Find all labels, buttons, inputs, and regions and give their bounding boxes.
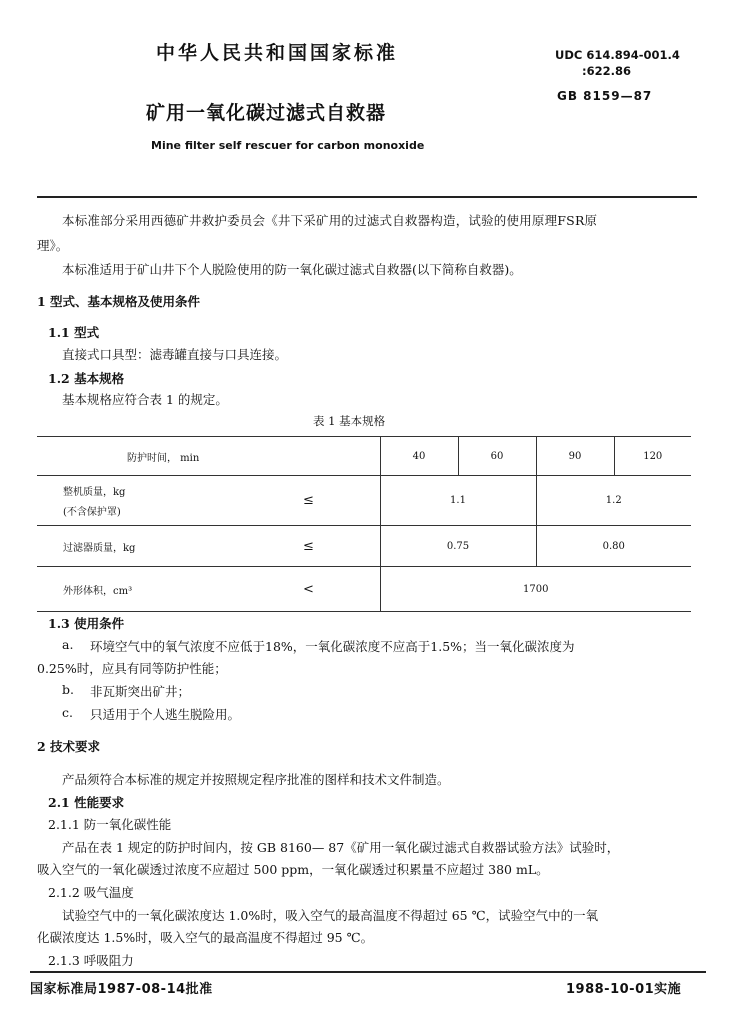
section-1-3-heading: 1.3 使用条件 bbox=[48, 616, 125, 631]
item-b-label: b. bbox=[62, 682, 74, 697]
effective-date: 1988-10-01实施 bbox=[566, 982, 682, 997]
section-2-1-2-text-cont: 化碳浓度达 1.5%时，吸入空气的最高温度不得超过 95 ℃。 bbox=[37, 930, 374, 945]
section-2-heading: 2 技术要求 bbox=[37, 739, 101, 754]
udc-code: UDC 614.894-001.4 bbox=[555, 48, 680, 62]
org-title: 中华人民共和国国家标准 bbox=[156, 42, 399, 64]
section-1-heading: 1 型式、基本规格及使用条件 bbox=[37, 294, 201, 309]
section-2-1-1-text-cont: 吸入空气的一氧化碳透过浓度不应超过 500 ppm，一氧化碳透过积累量不应超过 380 mL。 bbox=[37, 862, 549, 877]
section-2-intro: 产品须符合本标准的规定并按照规定程序批准的图样和技术文件制造。 bbox=[62, 772, 450, 787]
table-cell: 1.1 bbox=[380, 476, 536, 526]
item-c-text: 只适用于个人逃生脱险用。 bbox=[90, 707, 241, 722]
table-row bbox=[37, 476, 691, 526]
row-label-sub: (不含保护罩) bbox=[63, 507, 121, 518]
section-2-1-1-heading: 2.1.1 防一氧化碳性能 bbox=[48, 817, 172, 832]
item-a-text: 环境空气中的氧气浓度不应低于18%，一氧化碳浓度不应高于1.5%；当一氧化碳浓度为 bbox=[90, 639, 575, 654]
spec-table bbox=[37, 436, 691, 612]
table-header-row bbox=[37, 437, 691, 476]
section-2-1-2-heading: 2.1.2 吸气温度 bbox=[48, 885, 134, 900]
table-cell: 1700 bbox=[380, 567, 691, 612]
col-header: 60 bbox=[458, 437, 536, 476]
section-1-1-text: 直接式口具型：滤毒罐直接与口具连接。 bbox=[62, 347, 288, 362]
col-header: 90 bbox=[536, 437, 614, 476]
col-header: 40 bbox=[380, 437, 458, 476]
section-2-1-1-text: 产品在表 1 规定的防护时间内，按 GB 8160— 87《矿用一氧化碳过滤式自救器试验方法》试验时， bbox=[62, 840, 620, 855]
title-cn: 矿用一氧化碳过滤式自救器 bbox=[146, 102, 387, 124]
header-label: 防护时间， min bbox=[37, 437, 380, 476]
row-symbol: ≤ bbox=[295, 476, 380, 526]
row-label bbox=[37, 476, 295, 526]
intro-paragraph-1-cont: 理》。 bbox=[37, 238, 69, 253]
section-2-1-3-heading: 2.1.3 呼吸阻力 bbox=[48, 953, 134, 968]
section-1-1-heading: 1.1 型式 bbox=[48, 325, 100, 340]
section-1-2-heading: 1.2 基本规格 bbox=[48, 371, 125, 386]
intro-paragraph-2: 本标准适用于矿山井下个人脱险使用的防一氧化碳过滤式自救器(以下简称自救器)。 bbox=[62, 262, 522, 277]
table-cell: 1.2 bbox=[536, 476, 691, 526]
section-2-1-heading: 2.1 性能要求 bbox=[48, 795, 125, 810]
udc-code-cont: :622.86 bbox=[582, 64, 631, 78]
approval-date: 国家标准局1987-08-14批准 bbox=[30, 982, 213, 997]
header-rule bbox=[37, 196, 697, 198]
section-2-1-2-text: 试验空气中的一氧化碳浓度达 1.0%时，吸入空气的最高温度不得超过 65 ℃，试验空气中的一氧 bbox=[62, 908, 599, 923]
row-symbol: < bbox=[295, 567, 380, 612]
row-label: 过滤器质量，kg bbox=[37, 526, 295, 567]
item-c-label: c. bbox=[62, 705, 73, 720]
item-a-label: a. bbox=[62, 637, 74, 652]
row-symbol: ≤ bbox=[295, 526, 380, 567]
intro-paragraph-1: 本标准部分采用西德矿井救护委员会《井下采矿用的过滤式自救器构造，试验的使用原理FSR原 bbox=[62, 213, 598, 228]
table-caption: 表 1 基本规格 bbox=[313, 414, 386, 428]
gb-number: GB 8159—87 bbox=[557, 89, 653, 103]
col-header: 120 bbox=[614, 437, 691, 476]
section-1-2-text: 基本规格应符合表 1 的规定。 bbox=[62, 392, 228, 407]
row-label-main: 整机质量，kg bbox=[63, 487, 126, 498]
table-row bbox=[37, 526, 691, 567]
title-en: Mine filter self rescuer for carbon monoxide bbox=[151, 139, 425, 152]
table-row bbox=[37, 567, 691, 612]
item-b-text: 非瓦斯突出矿井； bbox=[90, 684, 191, 699]
footer-rule bbox=[30, 971, 706, 973]
row-label: 外形体积，cm³ bbox=[37, 567, 295, 612]
table-cell: 0.75 bbox=[380, 526, 536, 567]
table-cell: 0.80 bbox=[536, 526, 691, 567]
item-a-text-cont: 0.25%时，应具有同等防护性能； bbox=[37, 661, 227, 676]
